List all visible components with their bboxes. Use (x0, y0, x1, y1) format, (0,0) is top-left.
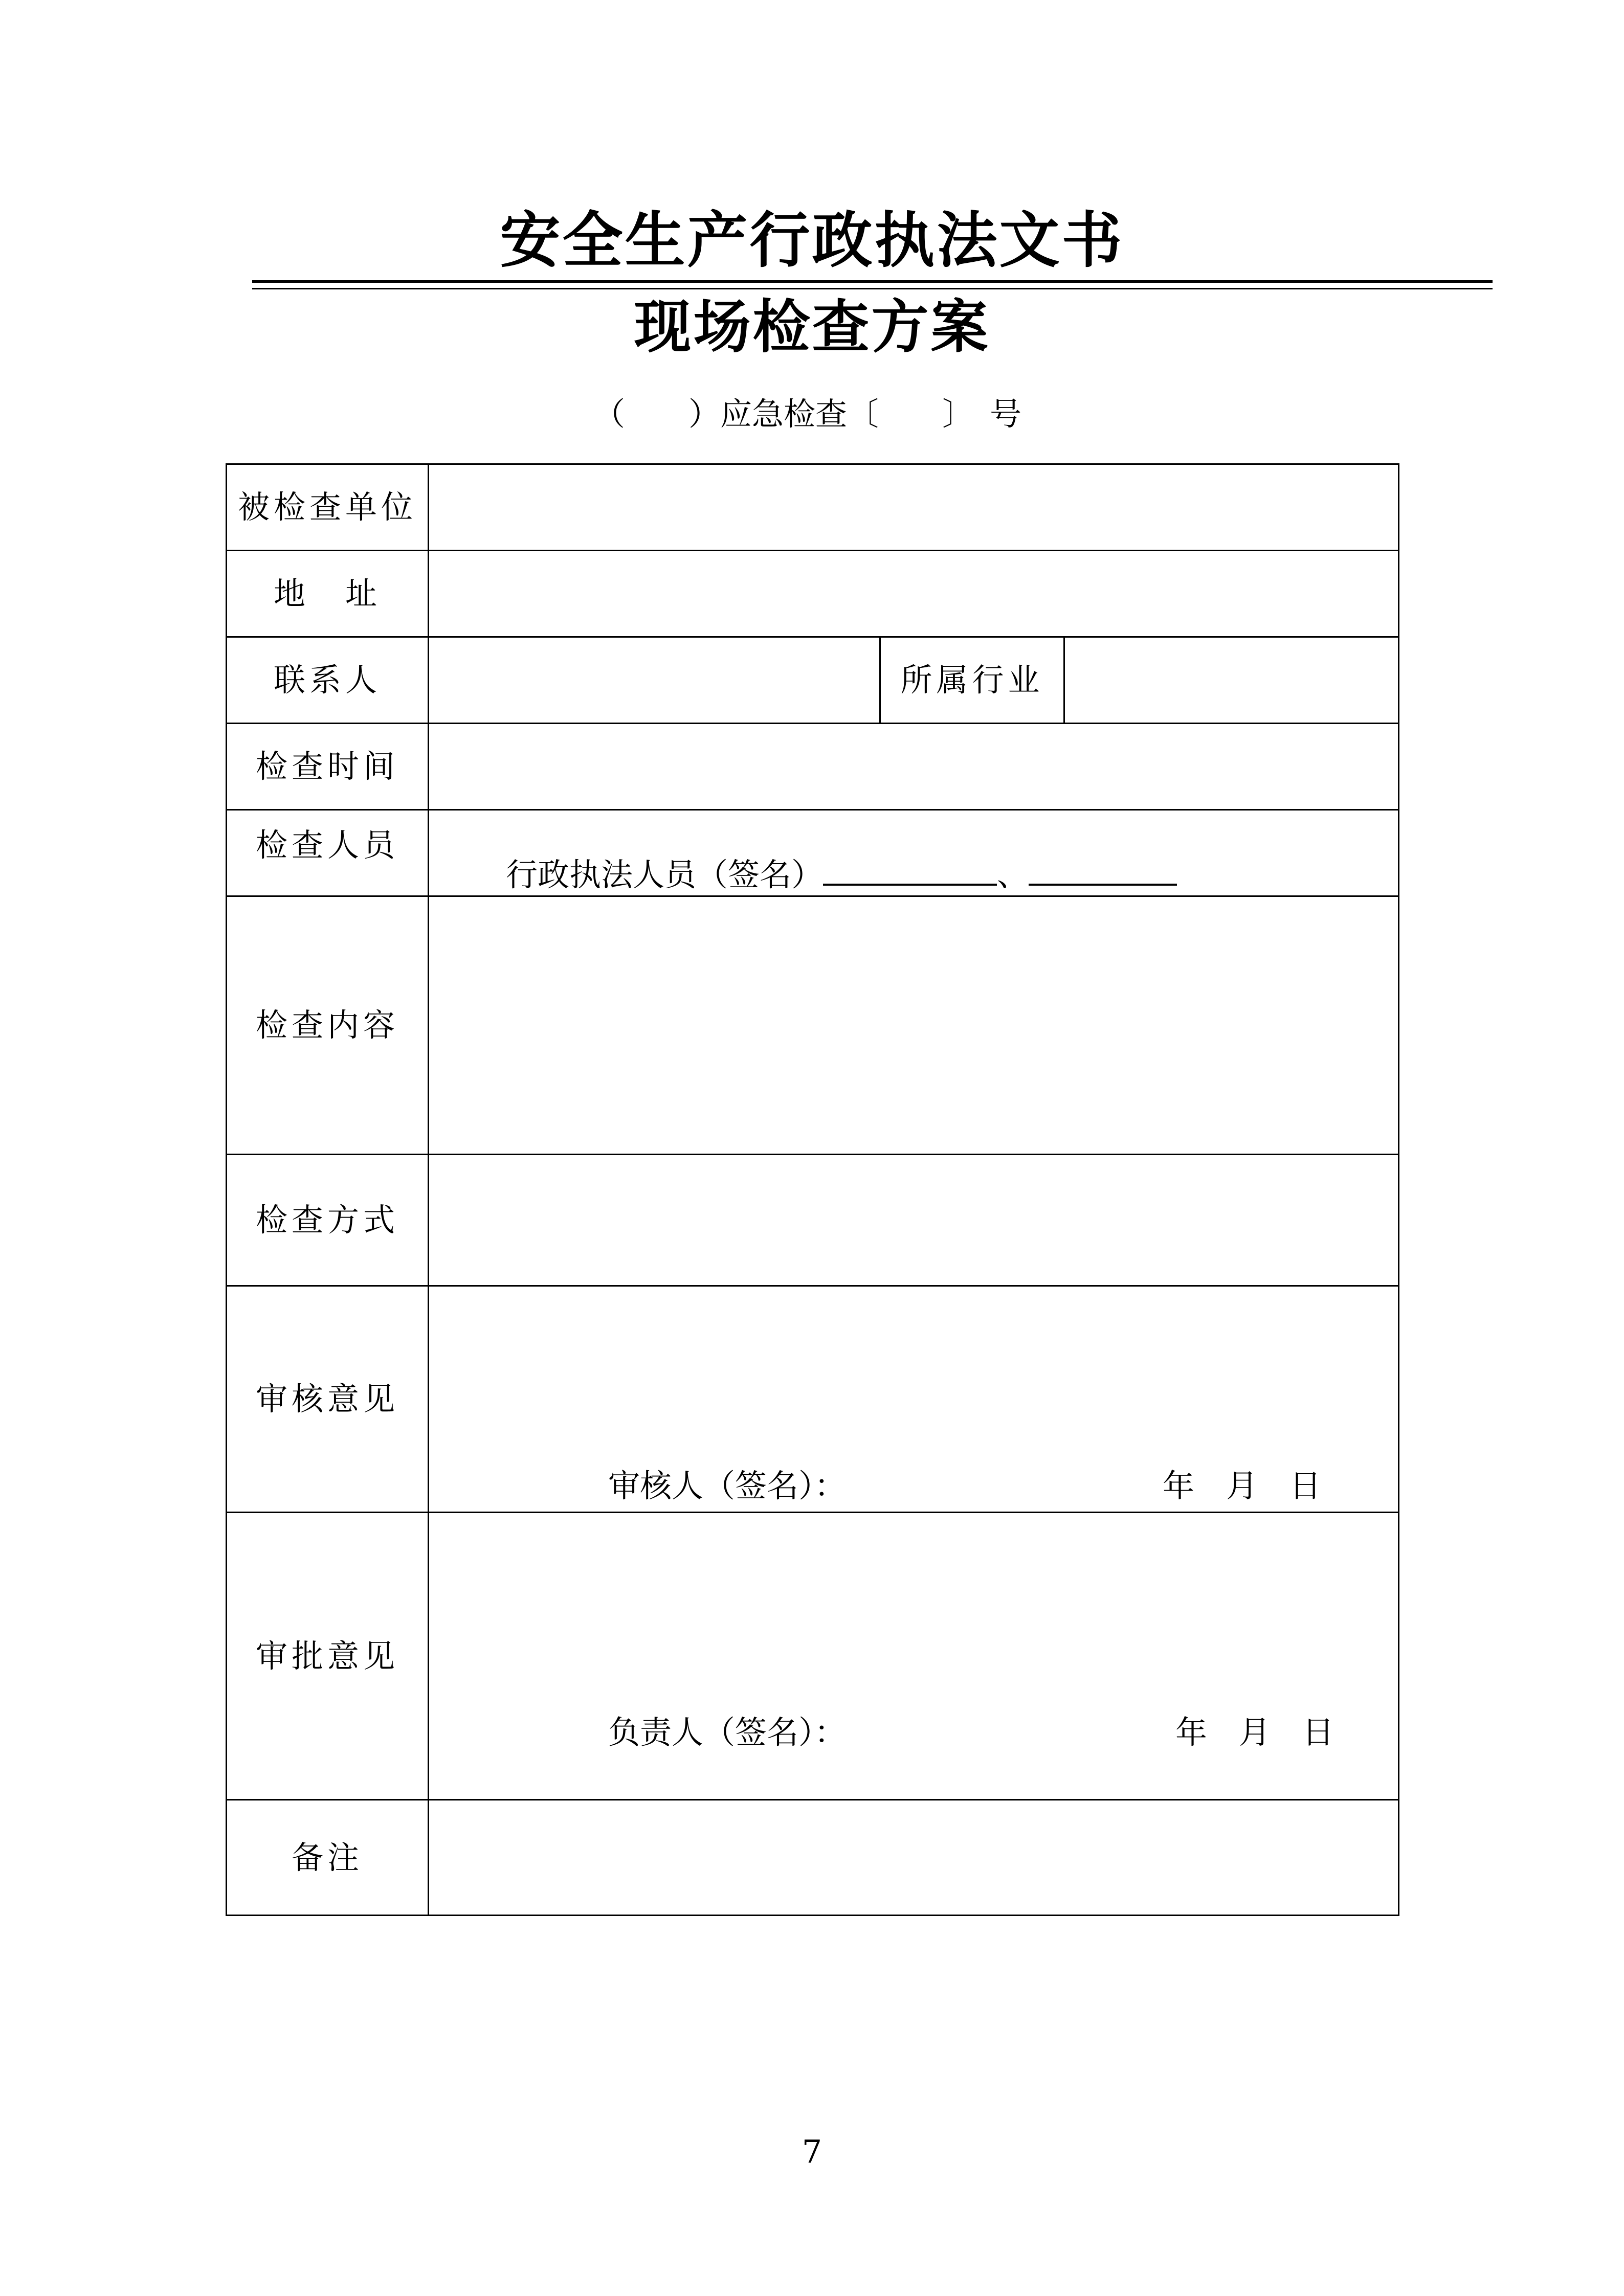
inspector-2-signature-blank[interactable] (1029, 853, 1177, 886)
personnel-label: 检查人员 (227, 810, 429, 896)
approval-date: 年 月 日 (1175, 1714, 1334, 1751)
title-double-rule (252, 280, 1493, 289)
review-signature-row (608, 1466, 1321, 1506)
address-field[interactable] (429, 551, 1399, 637)
content-field[interactable] (429, 896, 1399, 1155)
row-address (227, 551, 1399, 637)
industry-field[interactable] (1064, 637, 1399, 724)
page-number: 7 (802, 2133, 822, 2170)
row-inspected-unit (227, 464, 1399, 551)
personnel-sign-prefix: 行政执法人员（签名） (506, 856, 824, 893)
contact-field[interactable] (429, 637, 880, 724)
remarks-field[interactable] (429, 1800, 1399, 1916)
document-subtitle: 现场检查方案 (634, 294, 990, 361)
review-date: 年 月 日 (1162, 1467, 1321, 1504)
row-method (227, 1155, 1399, 1286)
review-field[interactable] (429, 1286, 1399, 1513)
approval-field[interactable] (429, 1513, 1399, 1800)
approval-label: 审批意见 (227, 1513, 429, 1800)
approval-signer-label: 负责人（签名）： (608, 1714, 847, 1751)
row-personnel (227, 810, 1399, 896)
row-remarks (227, 1800, 1399, 1916)
review-signer-label: 审核人（签名）： (608, 1467, 847, 1504)
personnel-sign-line (506, 853, 1177, 895)
row-contact (227, 637, 1399, 724)
address-label: 地 址 (227, 551, 429, 637)
inspected-unit-label: 被检查单位 (227, 464, 429, 551)
inspected-unit-field[interactable] (429, 464, 1399, 551)
contact-label: 联系人 (227, 637, 429, 724)
personnel-separator: 、 (997, 856, 1029, 893)
method-label: 检查方式 (227, 1155, 429, 1286)
method-field[interactable] (429, 1155, 1399, 1286)
inspector-1-signature-blank[interactable] (823, 853, 997, 886)
row-review (227, 1286, 1399, 1513)
document-title: 安全生产行政执法文书 (500, 205, 1124, 276)
row-content (227, 896, 1399, 1155)
approval-signature-row (608, 1712, 1334, 1753)
row-approval (227, 1513, 1399, 1800)
time-label: 检查时间 (227, 724, 429, 810)
time-field[interactable] (429, 724, 1399, 810)
row-time (227, 724, 1399, 810)
document-number: （ ）应急检查〔 〕 号 (593, 395, 1022, 433)
review-label: 审核意见 (227, 1286, 429, 1513)
industry-label: 所属行业 (880, 637, 1064, 724)
inspection-plan-form (226, 463, 1399, 1916)
content-label: 检查内容 (227, 896, 429, 1155)
personnel-field (429, 810, 1399, 896)
remarks-label: 备注 (227, 1800, 429, 1916)
